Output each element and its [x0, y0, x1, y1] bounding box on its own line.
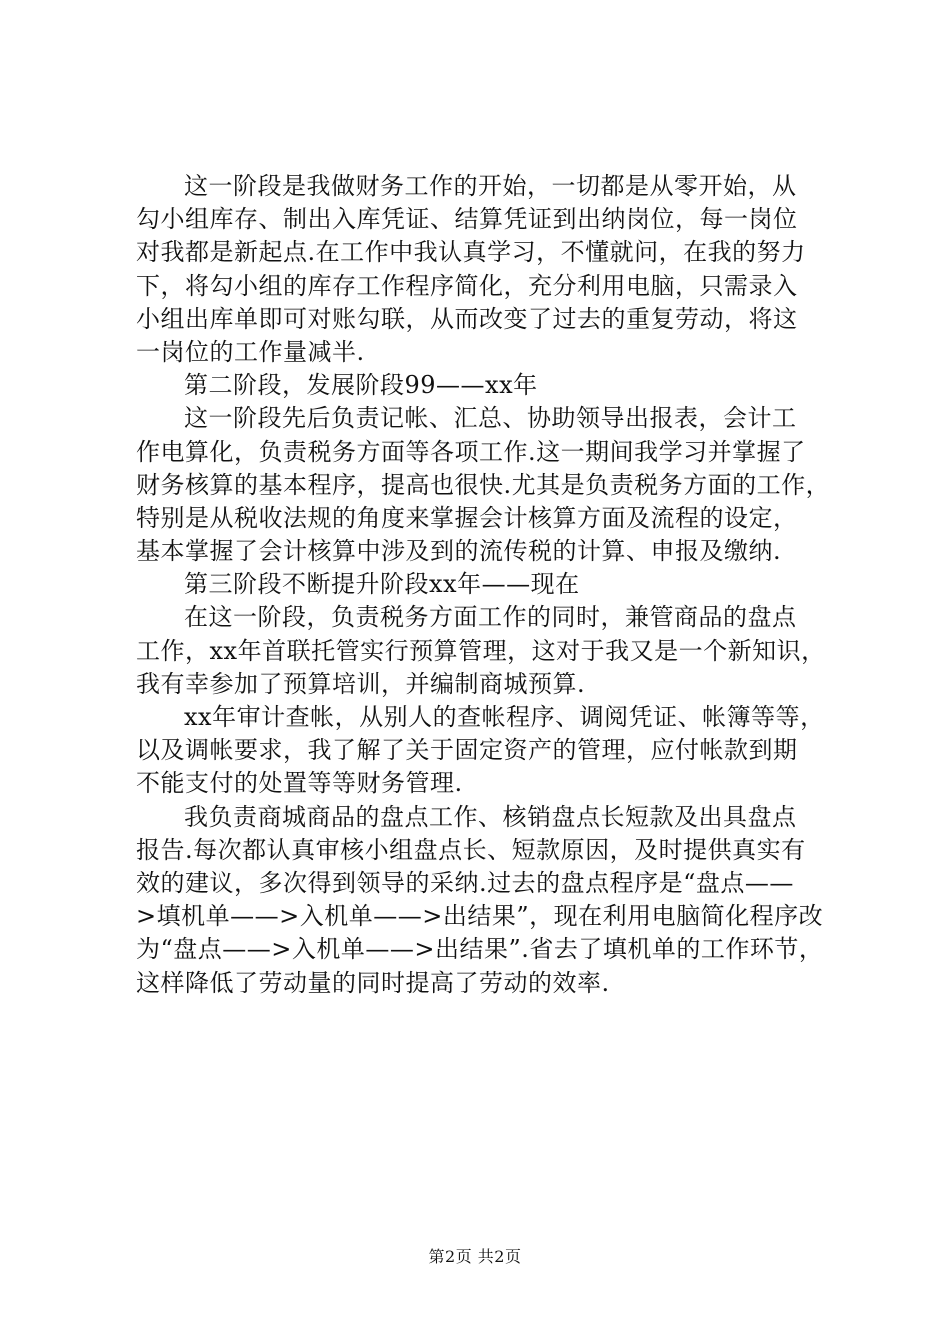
text-line: 小组出库单即可对账勾联，从而改变了过去的重复劳动，将这 [136, 304, 798, 333]
text-line: xx年审计查帐，从别人的查帐程序、调阅凭证、帐簿等等， [184, 703, 825, 731]
text-line: 报告.每次都认真审核小组盘点长、短款原因，及时提供真实有 [136, 835, 806, 864]
text-line: 以及调帐要求，我了解了关于固定资产的管理，应付帐款到期 [136, 736, 798, 765]
page-number-footer: 第2页 共2页 [428, 1247, 522, 1266]
document-body [136, 170, 836, 1000]
text-line: 这样降低了劳动量的同时提高了劳动的效率. [136, 968, 610, 997]
section-heading: 第三阶段不断提升阶段xx年——现在 [184, 570, 580, 599]
text-line: 效的建议，多次得到领导的采纳.过去的盘点程序是“盘点—— [136, 868, 794, 897]
text-line: 在这一阶段，负责税务方面工作的同时，兼管商品的盘点 [184, 603, 797, 632]
text-line: 财务核算的基本程序，提高也很快.尤其是负责税务方面的工作， [136, 470, 831, 499]
text-line: 勾小组库存、制出入库凭证、结算凭证到出纳岗位，每一岗位 [136, 205, 798, 234]
text-line: 基本掌握了会计核算中涉及到的流传税的计算、申报及缴纳. [136, 537, 782, 566]
text-line: 不能支付的处置等等财务管理. [136, 769, 463, 798]
text-line: 为“盘点——>入机单——>出结果”.省去了填机单的工作环节， [136, 935, 824, 964]
text-line: 工作，xx年首联托管实行预算管理，这对于我又是一个新知识， [136, 636, 826, 665]
text-line: 一岗位的工作量减半. [136, 337, 365, 366]
text-line: 这一阶段先后负责记帐、汇总、协助领导出报表，会计工 [184, 404, 797, 433]
text-line: 我负责商城商品的盘点工作、核销盘点长短款及出具盘点 [184, 802, 797, 831]
text-line: 对我都是新起点.在工作中我认真学习，不懂就问，在我的努力 [136, 238, 806, 267]
text-line: >填机单——>入机单——>出结果”，现在利用电脑简化程序改 [136, 902, 824, 931]
section-heading: 第二阶段，发展阶段99——xx年 [184, 371, 538, 400]
text-line: 下，将勾小组的库存工作程序简化，充分利用电脑，只需录入 [136, 271, 798, 300]
text-line: 我有幸参加了预算培训，并编制商城预算. [136, 669, 586, 698]
text-line: 这一阶段是我做财务工作的开始，一切都是从零开始，从 [184, 172, 797, 200]
text-line: 特别是从税收法规的角度来掌握会计核算方面及流程的设定， [136, 503, 798, 532]
text-line: 作电算化，负责税务方面等各项工作.这一期间我学习并掌握了 [136, 437, 806, 466]
